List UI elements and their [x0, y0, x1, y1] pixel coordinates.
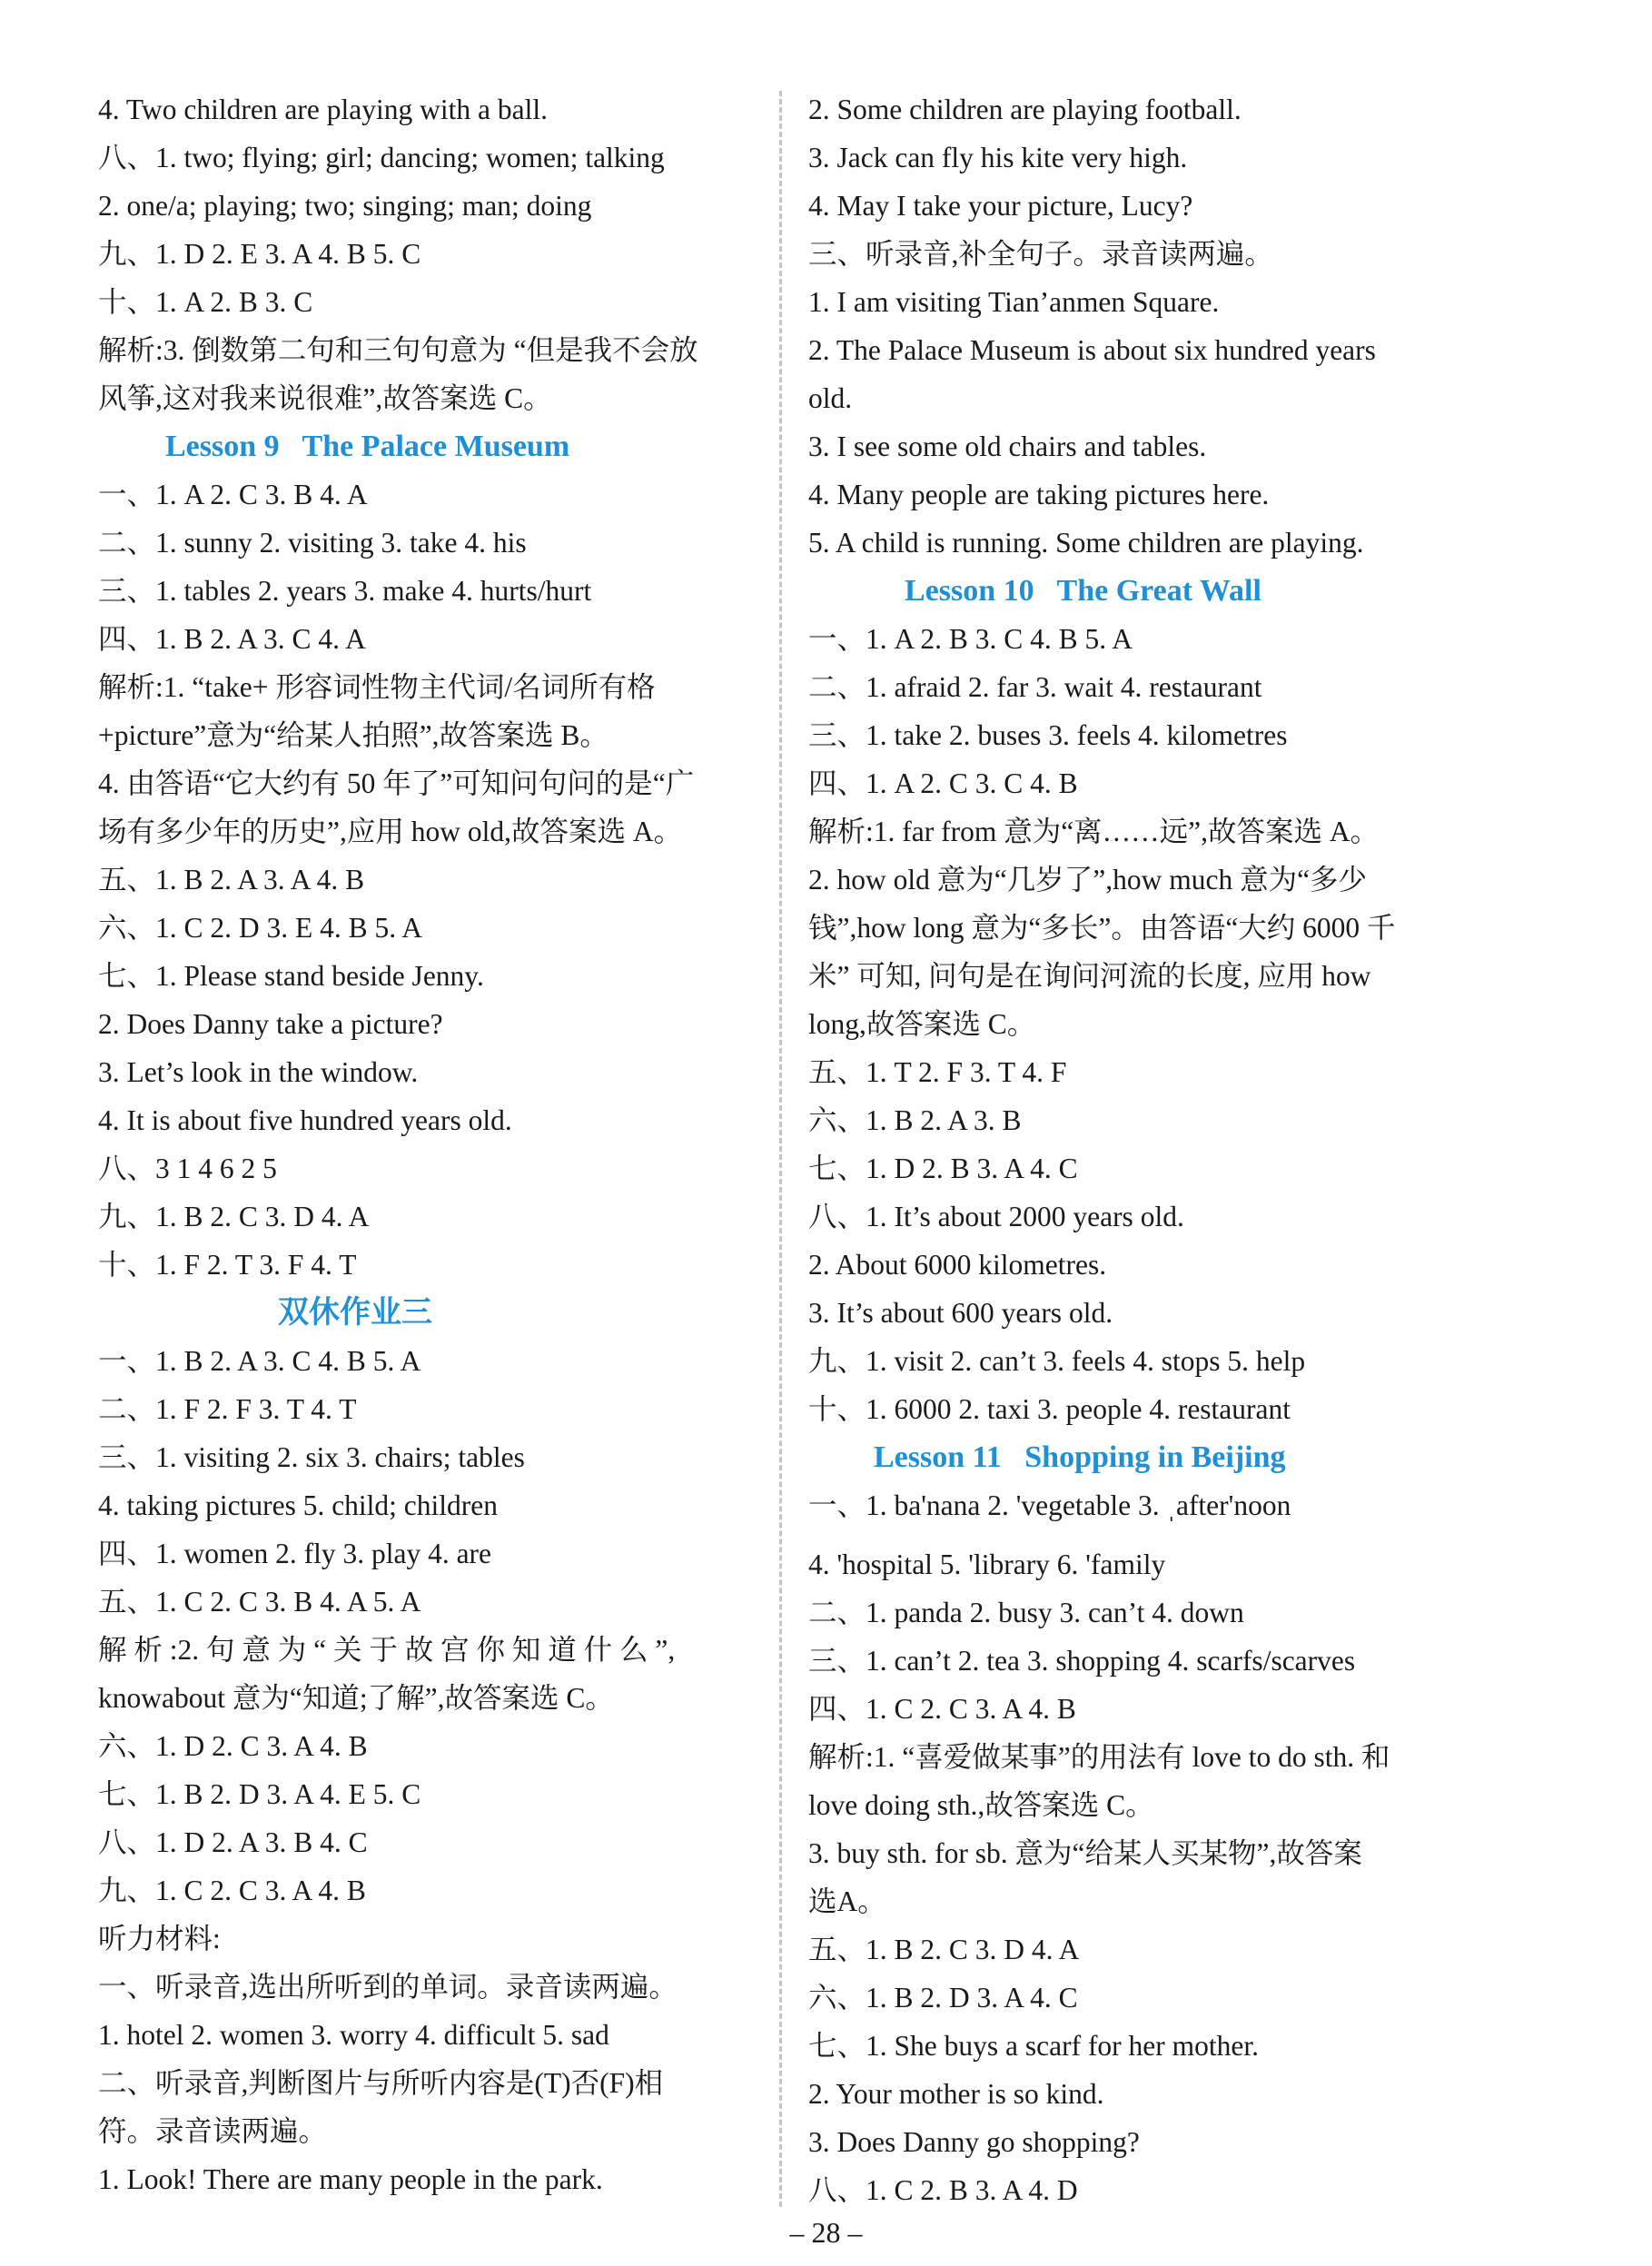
answer-line: 四、1. A 2. C 3. C 4. B: [808, 767, 1078, 799]
answer-line: 3. It’s about 600 years old.: [808, 1297, 1113, 1329]
answer-line: 一、1. B 2. A 3. C 4. B 5. A: [98, 1345, 421, 1377]
answer-line: 三、1. take 2. buses 3. feels 4. kilometres: [808, 719, 1288, 751]
weekend-homework-heading: 双休作业三: [278, 1296, 432, 1330]
answer-line: 八、1. C 2. B 3. A 4. D: [808, 2174, 1078, 2206]
answer-line: 二、1. sunny 2. visiting 3. take 4. his: [98, 527, 527, 559]
analysis-line: 4. 由答语“它大约有 50 年了”可知问句问的是“广: [98, 767, 695, 799]
answer-line: 九、1. C 2. C 3. A 4. B: [98, 1875, 366, 1906]
answer-line: 五、1. C 2. C 3. B 4. A 5. A: [98, 1586, 421, 1618]
answer-line: 2. Your mother is so kind.: [808, 2078, 1104, 2110]
answer-line: 六、1. C 2. D 3. E 4. B 5. A: [98, 912, 423, 944]
listening-line: 3. I see some old chairs and tables.: [808, 430, 1207, 462]
listening-line: 1. hotel 2. women 3. worry 4. difficult 5. sad: [98, 2019, 609, 2051]
listening-line: 3. Jack can fly his kite very high.: [808, 142, 1188, 173]
listening-line: 三、听录音,补全句子。录音读两遍。: [808, 238, 1273, 270]
answer-line: 2. Does Danny take a picture?: [98, 1008, 443, 1040]
answer-line: 2. one/a; playing; two; singing; man; doing: [98, 190, 592, 222]
listening-line: 1. Look! There are many people in the park.: [98, 2163, 603, 2195]
answer-line: 十、1. 6000 2. taxi 3. people 4. restaurant: [808, 1393, 1291, 1425]
listening-line: 5. A child is running. Some children are playing.: [808, 527, 1364, 559]
answer-line: 六、1. B 2. D 3. A 4. C: [808, 1982, 1078, 2014]
answer-line: 二、1. afraid 2. far 3. wait 4. restaurant: [808, 671, 1262, 703]
analysis-line: 解析:1. “take+ 形容词性物主代词/名词所有格: [98, 671, 656, 703]
answer-line: 八、3 1 4 6 2 5: [98, 1153, 277, 1184]
analysis-line: 解析:3. 倒数第二句和三句句意为 “但是我不会放: [98, 334, 698, 366]
left-column: [98, 85, 752, 2203]
answer-line: 九、1. B 2. C 3. D 4. A: [98, 1201, 370, 1232]
answer-line: 二、1. F 2. F 3. T 4. T: [98, 1393, 357, 1425]
answer-line: 九、1. D 2. E 3. A 4. B 5. C: [98, 238, 421, 270]
answer-line: 四、1. women 2. fly 3. play 4. are: [98, 1538, 492, 1569]
analysis-line: knowabout 意为“知道;了解”,故答案选 C。: [98, 1682, 614, 1714]
answer-line: 4. It is about five hundred years old.: [98, 1104, 512, 1136]
answer-line: 八、1. It’s about 2000 years old.: [808, 1201, 1184, 1232]
analysis-line: 解析:1. far from 意为“离……远”,故答案选 A。: [808, 816, 1380, 847]
answer-line: 3. Does Danny go shopping?: [808, 2126, 1140, 2158]
answer-line: 4. Two children are playing with a ball.: [98, 94, 548, 125]
analysis-line: +picture”意为“给某人拍照”,故答案选 B。: [98, 719, 608, 751]
answer-line: 八、1. D 2. A 3. B 4. C: [98, 1826, 368, 1858]
answer-line: 六、1. D 2. C 3. A 4. B: [98, 1730, 368, 1762]
answer-line: 四、1. B 2. A 3. C 4. A: [98, 623, 366, 655]
analysis-line: long,故答案选 C。: [808, 1008, 1036, 1040]
answer-line: 十、1. A 2. B 3. C: [98, 286, 313, 318]
analysis-line: 场有多少年的历史”,应用 how old,故答案选 A。: [98, 816, 683, 847]
answer-line: 三、1. visiting 2. six 3. chairs; tables: [98, 1441, 525, 1473]
answer-line: 七、1. D 2. B 3. A 4. C: [808, 1153, 1078, 1184]
analysis-line: 风筝,这对我来说很难”,故答案选 C。: [98, 382, 552, 414]
listening-line: 1. I am visiting Tian’anmen Square.: [808, 286, 1220, 318]
answer-line: 4. 'hospital 5. 'library 6. 'family: [808, 1549, 1166, 1580]
answer-line: 五、1. T 2. F 3. T 4. F: [808, 1056, 1067, 1088]
analysis-line: 2. how old 意为“几岁了”,how much 意为“多少: [808, 864, 1368, 896]
answer-line: 七、1. B 2. D 3. A 4. E 5. C: [98, 1778, 421, 1810]
answer-line: 四、1. C 2. C 3. A 4. B: [808, 1693, 1076, 1725]
listening-line: 2. The Palace Museum is about six hundred years: [808, 334, 1376, 366]
analysis-line: 选A。: [808, 1885, 886, 1917]
listening-line: 4. May I take your picture, Lucy?: [808, 190, 1193, 222]
answer-line: 八、1. two; flying; girl; dancing; women; talking: [98, 142, 665, 173]
listening-material-label: 听力材料:: [98, 1923, 221, 1954]
answer-line: 五、1. B 2. A 3. A 4. B: [98, 864, 365, 896]
listening-line: 4. Many people are taking pictures here.: [808, 479, 1270, 510]
analysis-line: love doing sth.,故答案选 C。: [808, 1789, 1154, 1821]
answer-line: 一、1. A 2. B 3. C 4. B 5. A: [808, 623, 1133, 655]
answer-line: 2. About 6000 kilometres.: [808, 1249, 1107, 1281]
page-number: – 28 –: [789, 2216, 863, 2249]
analysis-line: 解 析 :2. 句 意 为 “ 关 于 故 宫 你 知 道 什 么 ”,: [98, 1634, 676, 1666]
listening-line: 一、听录音,选出所听到的单词。录音读两遍。: [98, 1971, 678, 2003]
analysis-line: 解析:1. “喜爱做某事”的用法有 love to do sth. 和: [808, 1741, 1390, 1773]
answer-line: 二、1. panda 2. busy 3. can’t 4. down: [808, 1597, 1244, 1628]
spacer: [808, 1529, 1462, 1540]
answer-line: 九、1. visit 2. can’t 3. feels 4. stops 5. help: [808, 1345, 1306, 1377]
answer-line: 一、1. A 2. C 3. B 4. A: [98, 479, 368, 510]
answer-line: 4. taking pictures 5. child; children: [98, 1489, 499, 1521]
lesson-11-heading: Lesson 11 Shopping in Beijing: [874, 1440, 1286, 1474]
listening-line: 二、听录音,判断图片与所听内容是(T)否(F)相: [98, 2067, 664, 2099]
answer-line: 3. Let’s look in the window.: [98, 1056, 419, 1088]
answer-line: 七、1. Please stand beside Jenny.: [98, 960, 484, 992]
answer-line: 五、1. B 2. C 3. D 4. A: [808, 1934, 1080, 1965]
lesson-9-heading: Lesson 9 The Palace Museum: [165, 430, 570, 463]
column-divider: [779, 91, 782, 2207]
answer-line: 三、1. can’t 2. tea 3. shopping 4. scarfs/scarves: [808, 1645, 1356, 1677]
answer-line: 一、1. ba'nana 2. 'vegetable 3. ˌafter'noon: [808, 1489, 1291, 1521]
analysis-line: 米” 可知, 问句是在询问河流的长度, 应用 how: [808, 960, 1371, 992]
analysis-line: 3. buy sth. for sb. 意为“给某人买某物”,故答案: [808, 1837, 1362, 1869]
answer-line: 三、1. tables 2. years 3. make 4. hurts/hurt: [98, 575, 592, 607]
lesson-10-heading: Lesson 10 The Great Wall: [905, 574, 1261, 608]
listening-line: 2. Some children are playing football.: [808, 94, 1241, 125]
listening-line: old.: [808, 382, 853, 414]
analysis-line: 钱”,how long 意为“多长”。由答语“大约 6000 千: [808, 912, 1396, 944]
right-column: [808, 85, 1462, 2214]
answer-line: 七、1. She buys a scarf for her mother.: [808, 2030, 1260, 2062]
answer-line: 十、1. F 2. T 3. F 4. T: [98, 1249, 357, 1281]
answer-line: 六、1. B 2. A 3. B: [808, 1104, 1022, 1136]
listening-line: 符。录音读两遍。: [98, 2115, 328, 2147]
